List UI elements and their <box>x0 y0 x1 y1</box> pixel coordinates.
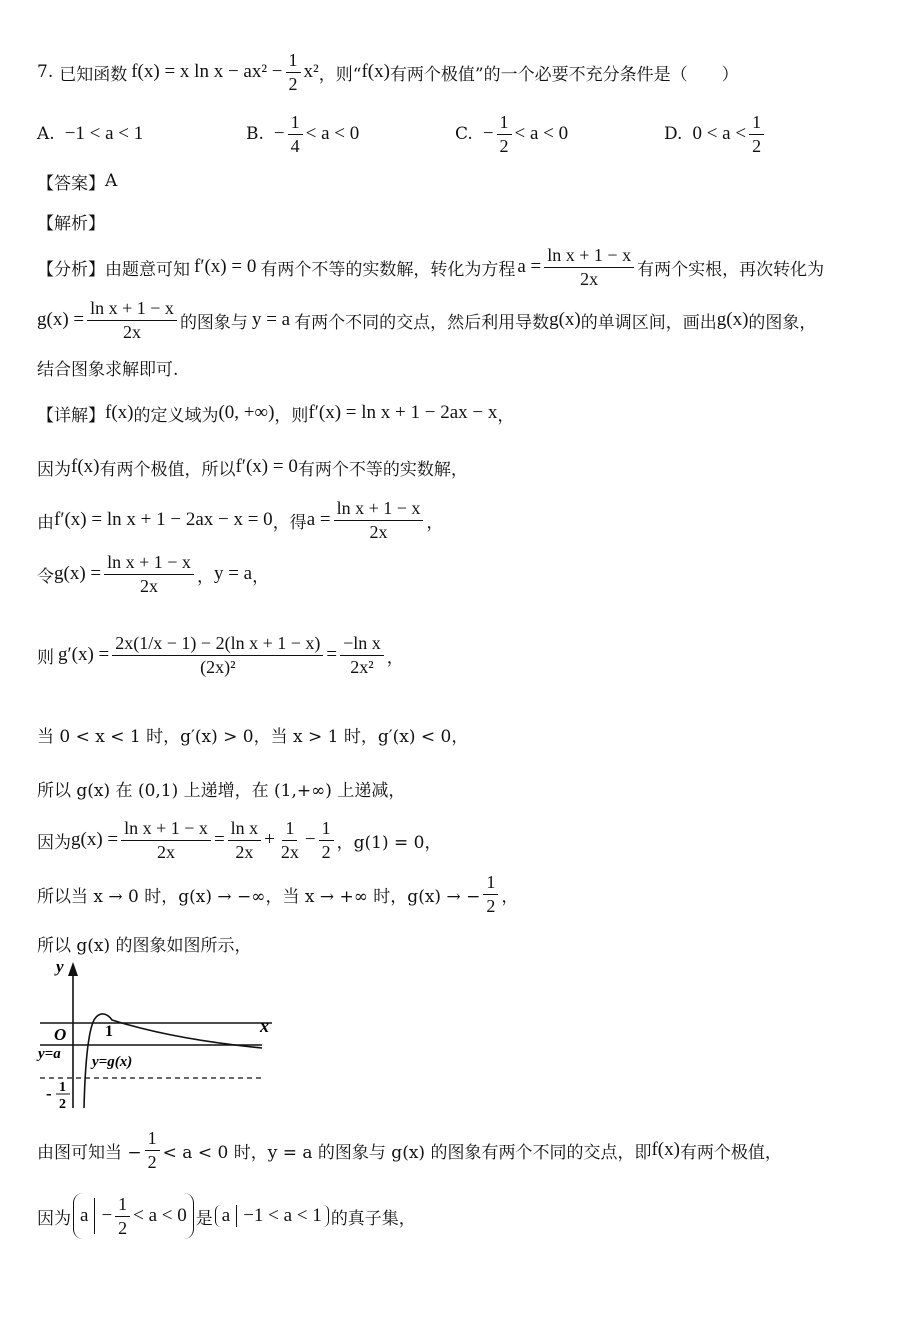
text: 的真子集， <box>330 1208 416 1229</box>
g-curve-label: y=g(x) <box>92 1054 133 1070</box>
math: − <box>304 829 316 850</box>
set-variable: a <box>80 1205 89 1226</box>
question-fx: f(x) <box>361 61 390 82</box>
text: 则 <box>37 647 54 668</box>
fraction-numerator: 2x(1/x − 1) − 2(ln x + 1 − x) <box>112 632 323 656</box>
option-b[interactable] <box>246 108 359 160</box>
fraction-numerator: ln x + 1 − x <box>544 244 634 268</box>
fraction-denominator: 2x <box>280 841 299 862</box>
text: ， <box>426 512 444 533</box>
math: = <box>213 829 225 850</box>
option-d[interactable] <box>664 108 767 160</box>
math: = <box>326 644 338 665</box>
detail-line-7: 所以 g(x) 在 (0,1) 上递增，在 (1,+∞) 上递减， <box>37 780 406 801</box>
set-divider <box>94 1198 95 1234</box>
option-c-post: < a < 0 <box>514 123 569 144</box>
detail-line-1 <box>37 396 514 430</box>
text: 有两个极值， <box>679 1142 782 1163</box>
fraction-denominator: 2 <box>499 135 509 156</box>
detail-fraction-8a <box>121 817 211 863</box>
text: ，则 <box>274 405 309 426</box>
asymptote-half-num: 1 <box>59 1080 66 1095</box>
fraction-denominator: 2 <box>118 1217 128 1238</box>
text: 由 <box>37 512 54 533</box>
detail-line-4 <box>37 548 269 600</box>
fenxi-fraction-1 <box>544 244 634 290</box>
derivative-fraction <box>112 632 323 678</box>
text: ， <box>386 647 404 668</box>
detail-fraction-9 <box>483 871 498 917</box>
option-a[interactable] <box>37 112 143 156</box>
fraction-numerator: 1 <box>286 49 301 73</box>
fraction-numerator: ln x + 1 − x <box>121 817 211 841</box>
question-stem-mid: ，则“ <box>318 64 362 85</box>
math: f′(x) = ln x + 1 − 2ax − x <box>308 402 498 423</box>
option-b-post: < a < 0 <box>305 123 360 144</box>
fraction-denominator: (2x)² <box>200 656 236 677</box>
fraction-numerator: 1 <box>115 1193 130 1217</box>
detail-line-11 <box>37 1124 782 1176</box>
set-variable: a <box>221 1205 231 1226</box>
set-1 <box>73 1193 194 1239</box>
option-c[interactable] <box>455 108 568 160</box>
set-divider <box>236 1205 237 1227</box>
fraction-denominator: 2x <box>140 575 159 596</box>
text: 所以当 x → 0 时，g(x) → −∞，当 x → +∞ 时，g(x) → − <box>37 886 481 907</box>
fenxi-label: 【分析】 <box>37 259 105 280</box>
fraction-numerator: 1 <box>145 1127 160 1151</box>
fraction-denominator: 2x <box>123 321 142 342</box>
fraction-denominator: 2x <box>369 521 388 542</box>
math: f′(x) = 0 <box>235 456 298 477</box>
option-d-pre: 0 < a < <box>692 123 747 144</box>
question-line <box>37 50 739 94</box>
text: 因为 <box>37 832 71 853</box>
detail-fraction-11 <box>145 1127 160 1173</box>
math: g(x) <box>549 309 581 330</box>
fraction-numerator: 1 <box>483 871 498 895</box>
math: f(x) <box>651 1139 680 1160</box>
g-graph <box>30 958 290 1118</box>
one-label: 1 <box>105 1023 113 1040</box>
text: 的图象与 <box>179 312 248 333</box>
math: g(x) = <box>37 309 85 330</box>
fraction-denominator: 2x <box>157 841 176 862</box>
math: f(x) <box>71 456 100 477</box>
detail-fraction-8b <box>228 817 262 863</box>
text: < a < 0 时，y = a 的图象与 g(x) 的图象有两个不同的交点，即 <box>162 1142 652 1163</box>
fraction-numerator: 1 <box>497 111 512 135</box>
question-stem-post: 有两个极值”的一个必要不充分条件是（ ） <box>389 64 739 85</box>
fraction-denominator: 2 <box>288 73 298 94</box>
fraction-denominator: 2x <box>580 268 599 289</box>
fraction-numerator: 1 <box>749 111 764 135</box>
option-d-fraction <box>749 111 764 157</box>
fraction-numerator: ln x <box>228 817 262 841</box>
math: g(x) = <box>71 829 119 850</box>
fenxi-line-2 <box>37 294 816 346</box>
math: − <box>101 1205 113 1226</box>
fraction-numerator: ln x + 1 − x <box>87 297 177 321</box>
text: ， <box>252 566 270 587</box>
detail-label: 【详解】 <box>37 405 105 426</box>
fenxi-line-1 <box>37 242 824 292</box>
fraction-numerator: ln x + 1 − x <box>334 497 424 521</box>
function-tail: x² <box>303 61 319 82</box>
detail-line-12 <box>37 1190 416 1242</box>
asymptote-minus: - <box>46 1084 52 1103</box>
text: 由题意可知 <box>105 259 190 280</box>
asymptote-half-den: 2 <box>59 1097 66 1112</box>
y-axis-arrow <box>68 962 78 976</box>
function-definition: f(x) = x ln x − ax² − <box>131 61 283 82</box>
set-1-fraction <box>115 1193 130 1239</box>
detail-line-2 <box>37 450 468 484</box>
math: g(x) = <box>54 563 102 584</box>
fraction-denominator: 2x <box>235 841 254 862</box>
answer-value: A <box>105 171 118 191</box>
fraction-denominator: 2 <box>321 841 331 862</box>
math: f′(x) = ln x + 1 − 2ax − x = 0 <box>54 509 273 530</box>
fraction-denominator: 4 <box>290 135 300 156</box>
detail-line-6: 当 0 < x < 1 时，g′(x) > 0，当 x > 1 时，g′(x) < 0， <box>37 726 469 747</box>
detail-fraction-8d <box>319 817 334 863</box>
fraction-denominator: 2 <box>486 895 496 916</box>
option-c-fraction <box>497 111 512 157</box>
detail-fraction-8c <box>278 817 302 863</box>
math: f′(x) = 0 <box>194 256 257 277</box>
text: 令 <box>37 566 54 587</box>
detail-line-8 <box>37 814 441 866</box>
fraction-denominator: 2 <box>147 1151 157 1172</box>
text: 因为 <box>37 459 71 480</box>
option-a-letter: A. <box>37 124 55 144</box>
y-axis-label: y <box>56 958 64 976</box>
option-a-text: −1 < a < 1 <box>64 123 144 144</box>
fraction-numerator: 1 <box>319 817 334 841</box>
text: 是 <box>195 1208 213 1229</box>
fraction-denominator: 2x² <box>350 656 374 677</box>
detail-line-3 <box>37 494 443 546</box>
fraction-numerator: ln x + 1 − x <box>104 551 194 575</box>
math: + <box>264 829 275 850</box>
text: 有两个不等的实数解， <box>297 459 468 480</box>
option-b-letter: B. <box>246 124 264 144</box>
fraction-denominator: 2 <box>752 135 762 156</box>
fenxi-line-3: 结合图象求解即可. <box>37 359 179 380</box>
math: −1 < a < 1 <box>243 1205 322 1226</box>
math: y = a <box>251 309 291 330</box>
x-axis-label: x <box>260 1016 269 1036</box>
text: 的单调区间，画出 <box>580 312 717 333</box>
derivative-fraction-2 <box>340 632 384 678</box>
fraction-numerator: −ln x <box>340 632 384 656</box>
math: < a < 0 <box>133 1205 187 1226</box>
option-d-letter: D. <box>664 124 683 144</box>
option-c-letter: C. <box>455 124 473 144</box>
y-equals-a-label: y=a <box>38 1046 61 1062</box>
math: g(x) <box>716 309 749 330</box>
detail-line-5 <box>37 622 404 688</box>
detail-line-9 <box>37 868 518 920</box>
text: ，得 <box>272 512 307 533</box>
detail-fraction-4 <box>104 551 194 597</box>
detail-line-10: 所以 g(x) 的图象如图所示， <box>37 935 252 956</box>
math: a = <box>517 256 542 277</box>
fenxi-fraction-2 <box>87 297 177 343</box>
detail-fraction-3 <box>334 497 424 543</box>
answer-label: 【答案】 <box>37 173 105 194</box>
math: a = <box>306 509 331 530</box>
text: 由图可知当 − <box>37 1142 142 1163</box>
fraction-numerator: 1 <box>288 111 303 135</box>
text: 有两个实根，再次转化为 <box>637 259 825 280</box>
text: 有两个不同的交点，然后利用导数 <box>294 312 550 333</box>
option-c-pre: − <box>482 123 494 144</box>
option-b-fraction <box>288 111 303 157</box>
answer-line <box>37 168 117 194</box>
math: y = a <box>213 563 253 584</box>
text: 因为 <box>37 1208 71 1229</box>
text: 有两个不等的实数解，转化为方程 <box>260 259 516 280</box>
option-b-pre: − <box>273 123 285 144</box>
math: (0, +∞) <box>218 402 275 423</box>
text: ， <box>497 405 515 426</box>
function-fraction <box>286 49 301 95</box>
text: 的定义域为 <box>133 405 219 426</box>
text: ，g(1) = 0， <box>336 832 442 853</box>
question-stem-pre: 已知函数 <box>59 64 128 85</box>
analysis-label: 【解析】 <box>37 213 105 234</box>
set-2 <box>215 1205 329 1227</box>
question-number: 7. <box>37 62 54 82</box>
text: ， <box>501 886 519 907</box>
fraction-numerator: 1 <box>282 817 297 841</box>
text: 有两个极值，所以 <box>99 459 236 480</box>
math: g′(x) = <box>58 644 110 665</box>
text: 的图象， <box>748 312 817 333</box>
origin-label: O <box>54 1025 67 1044</box>
math: f(x) <box>105 402 134 423</box>
text: ， <box>196 566 214 587</box>
